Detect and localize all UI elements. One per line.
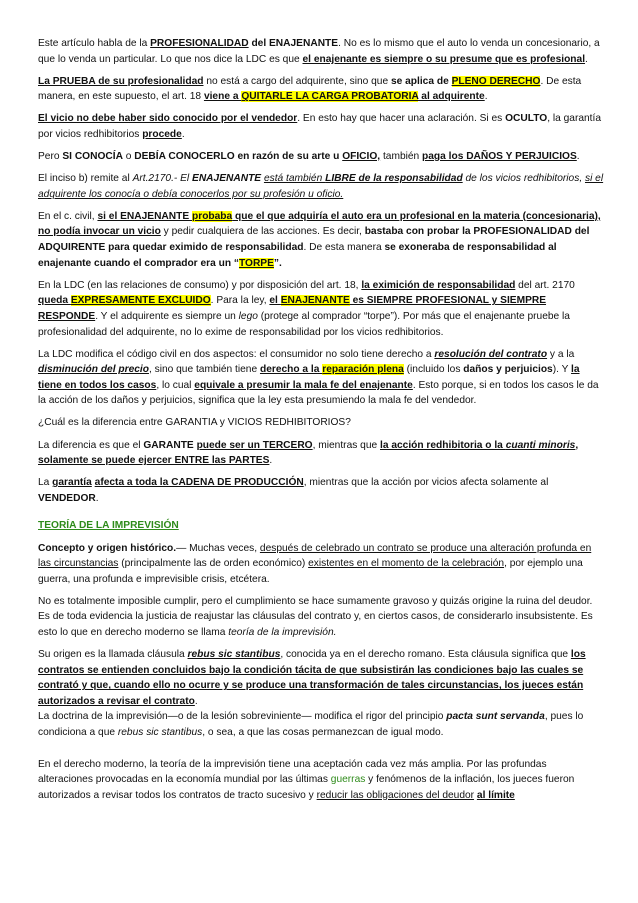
text: VENDEDOR	[38, 492, 96, 504]
text: En el derecho moderno, la teoría de la imprevisión tiene una aceptación cada vez más amplia. Por las profundas alteraciones provocadas en la economía mundial por las últimas	[38, 758, 547, 786]
text: OCULTO	[505, 113, 548, 125]
text: , solamente se puede ejercer ENTRE las PARTES	[38, 439, 579, 467]
text: (incluido los	[403, 364, 464, 376]
text: , sino que también tiene	[148, 364, 260, 376]
text: La LDC modifica el código civil en dos aspectos: el consumidor no solo tiene derecho a	[38, 348, 435, 360]
text: reducir las obligaciones del deudor	[316, 789, 475, 801]
text: (protege al comprador “torpe”). Por más que el enajenante pruebe la profesionalidad del adquirente, no lo exime de responsabilidad por los vicios redhibitorios.	[38, 310, 570, 338]
text: si el ENAJENANTE	[97, 210, 192, 222]
text: . De esta manera	[303, 242, 385, 254]
paragraph-codigo-civil	[38, 209, 604, 271]
text: ). Y	[552, 364, 572, 376]
text: después de celebrado un contrato se produce una alteración profunda en las circunstancias	[38, 542, 592, 570]
text: La PRUEBA de su profesionalidad	[38, 75, 204, 87]
text: teoría de la imprevisión.	[228, 627, 337, 638]
text: .	[95, 492, 99, 504]
text: LIBRE de la responsabilidad	[325, 173, 463, 185]
text: viene a	[203, 91, 242, 103]
text: los contratos se entienden concluidos bajo la condición tácita de que subsistirán las condiciones bajo las cuales se contrató y que, cuando ello no ocurre y se produce una transformación de tales circunstancias, los jueces están autorizados a revisar el contrato	[38, 649, 586, 707]
text: resolución del contrato	[434, 348, 548, 360]
text: ENAJENANTE	[192, 173, 262, 185]
text: al adquirente	[418, 91, 485, 103]
document-page	[38, 36, 604, 810]
paragraph-origen	[38, 647, 604, 709]
text: Art.2170.- El	[132, 173, 193, 185]
text: , mientras que	[312, 439, 380, 451]
paragraph-derecho-moderno	[38, 757, 604, 804]
text: que el que adquiría el auto era un profesional en la materia (concesionaria), no podía invocar un vicio	[38, 210, 601, 238]
paragraph-garantia	[38, 475, 604, 506]
paragraph-garante	[38, 438, 604, 469]
text: es SIEMPRE PROFESIONAL y SIEMPRE RESPONDE	[38, 295, 547, 322]
text: , la garantía por vicios redhibitorios	[38, 113, 601, 140]
text: el enajenante es siempre o su presume que es profesional	[302, 53, 586, 65]
text: la eximición de responsabilidad	[361, 279, 516, 291]
text: ”.	[273, 257, 282, 269]
text: , lo cual	[156, 379, 195, 391]
text: GARANTE	[143, 439, 194, 451]
text: , mientras que la acción por vicios afecta solamente al	[303, 477, 549, 489]
text: El inciso b) remite al	[38, 173, 133, 185]
paragraph-pregunta	[38, 415, 604, 431]
text: La	[38, 477, 53, 489]
text: Su origen es la llamada cláusula	[38, 649, 188, 661]
highlighted-text: probaba	[192, 210, 233, 222]
text: En el c. civil,	[38, 210, 98, 222]
text: bastaba con probar la PROFESIONALIDAD del ADQUIRENTE para quedar eximido de responsabilidad	[38, 226, 590, 254]
paragraph-prueba	[38, 74, 604, 105]
text: no está a cargo del adquirente, sino que	[203, 75, 391, 87]
text: La diferencia es que el	[38, 439, 144, 451]
text: de los vicios redhibitorios,	[462, 173, 585, 185]
text: daños y perjuicios	[463, 364, 553, 376]
text: garantía	[52, 477, 92, 489]
text: se aplica de	[390, 75, 452, 87]
paragraph-modifica	[38, 347, 604, 409]
text: , o sea, a que las cosas permanezcan de igual modo.	[202, 727, 444, 739]
text: Este artículo habla de la	[38, 38, 151, 49]
text: también	[380, 151, 423, 163]
text: No es totalmente imposible cumplir, pero el cumplimiento se hace sumamente gravoso y quizás origine la ruina del deudor. Es de toda evidencia la justicia de reajustar las cláusulas del contrato y, en ciertos casos, de considerarlo insubsistente. Es esto lo que en derecho moderno se llama	[38, 595, 593, 638]
text: . Y el adquirente es siempre un	[95, 310, 239, 322]
text: del ENAJENANTE	[248, 38, 339, 49]
text: el	[269, 295, 281, 307]
text: o	[122, 151, 135, 163]
text: si el adquirente los conocía o debía conocerlos por su profesión u oficio.	[38, 173, 604, 200]
text: El vicio no debe haber sido conocido por el vendedor	[38, 113, 298, 125]
highlighted-text: EXPRESAMENTE EXCLUIDO	[70, 295, 211, 307]
highlighted-text: reparación plena	[322, 364, 404, 376]
text: .	[484, 91, 488, 103]
paragraph-inciso	[38, 171, 604, 202]
text: al límite	[476, 789, 515, 801]
text: , por ejemplo una guerra, una profunda e imprevisible crisis, etcétera.	[38, 558, 583, 585]
text: DEBÍA CONOCERLO en razón de su arte u	[134, 151, 343, 163]
paragraph-imposible	[38, 594, 604, 641]
text: equivale a presumir la mala fe del enajenante	[194, 379, 413, 391]
highlighted-text: TORPE	[238, 257, 274, 269]
highlighted-text: PLENO DERECHO	[451, 75, 541, 87]
text: del art. 2170	[515, 279, 575, 291]
text: disminución del precio	[38, 364, 149, 376]
text: y a la	[547, 348, 575, 360]
text: , conocida ya en el derecho romano. Esta cláusula significa que	[280, 649, 571, 661]
paragraph-ldc	[38, 278, 604, 340]
text: y pedir cualquiera de las acciones. Es decir,	[160, 226, 365, 238]
text: SI CONOCÍA	[62, 151, 123, 163]
text: Concepto y origen histórico.	[38, 542, 177, 554]
text: ¿Cuál es la diferencia entre GARANTIA y VICIOS REDHIBITORIOS?	[38, 417, 351, 429]
text: se exoneraba de responsabilidad al enajenante cuando el comprador era un “	[38, 242, 557, 269]
text: . En esto hay que hacer una aclaración. Si es	[297, 113, 506, 125]
text: rebus sic stantibus	[187, 649, 281, 661]
text: afecta a toda la CADENA DE PRODUCCIÓN	[94, 477, 304, 489]
text: está también	[263, 173, 326, 185]
text: (principalmente las de orden económico)	[118, 558, 309, 570]
highlighted-text: ENAJENANTE	[280, 295, 350, 307]
heading-imprevision: TEORÍA DE LA IMPREVISIÓN	[38, 520, 179, 532]
text: procede	[142, 128, 182, 140]
text: derecho a la	[259, 364, 323, 376]
text: la acción redhibitoria o la	[380, 439, 506, 451]
section-heading	[38, 518, 604, 534]
text: .	[181, 128, 185, 140]
text: la tiene en todos los casos	[38, 364, 580, 391]
paragraph-conocia	[38, 149, 604, 165]
text: .	[269, 455, 273, 467]
paragraph-profesionalidad	[38, 36, 604, 67]
paragraph-concepto	[38, 541, 604, 588]
text: pacta sunt servanda	[446, 711, 545, 723]
text: . De esta manera, en este supuesto, el art. 18	[38, 75, 582, 103]
text: guerras	[330, 774, 366, 786]
text: existentes en el momento de la celebración	[308, 558, 505, 570]
text: . No es lo mismo que el auto lo venda un concesionario, a que lo venda un particular. Lo que nos dice la LDC es que	[38, 38, 600, 65]
text: lego	[238, 310, 258, 322]
text: queda	[38, 295, 71, 307]
text: Pero	[38, 151, 63, 163]
highlighted-text: QUITARLE LA CARGA PROBATORIA	[241, 91, 419, 103]
text: cuanti minoris	[505, 439, 576, 451]
paragraph-vicio	[38, 111, 604, 142]
text: . Para la ley,	[210, 295, 270, 307]
text: , pues lo condiciona a que	[38, 711, 584, 739]
text: OFICIO,	[342, 151, 381, 163]
text: y fenómenos de la inflación, los jueces fueron autorizados a revisar todos los contratos de tracto sucesivo y	[38, 774, 575, 801]
text: .	[585, 53, 588, 65]
paragraph-doctrina	[38, 709, 604, 740]
text: .	[576, 151, 580, 163]
text: .	[194, 695, 198, 707]
text: La doctrina de la imprevisión—o de la lesión sobreviniente— modifica el rigor del principio	[38, 711, 447, 723]
text: paga los DAÑOS Y PERJUICIOS	[422, 151, 577, 163]
text: . Esto porque, si en todos los casos le da la acción de los daños y perjuicios, significa que la ley esta presumiendo la mala fe del vendedor.	[38, 379, 599, 407]
text: — Muchas veces,	[176, 542, 260, 554]
text: rebus sic stantibus	[117, 727, 203, 739]
text: puede ser un TERCERO	[196, 439, 313, 451]
text: En la LDC (en las relaciones de consumo) y por disposición del art. 18,	[38, 279, 362, 291]
text: PROFESIONALIDAD	[150, 38, 249, 49]
